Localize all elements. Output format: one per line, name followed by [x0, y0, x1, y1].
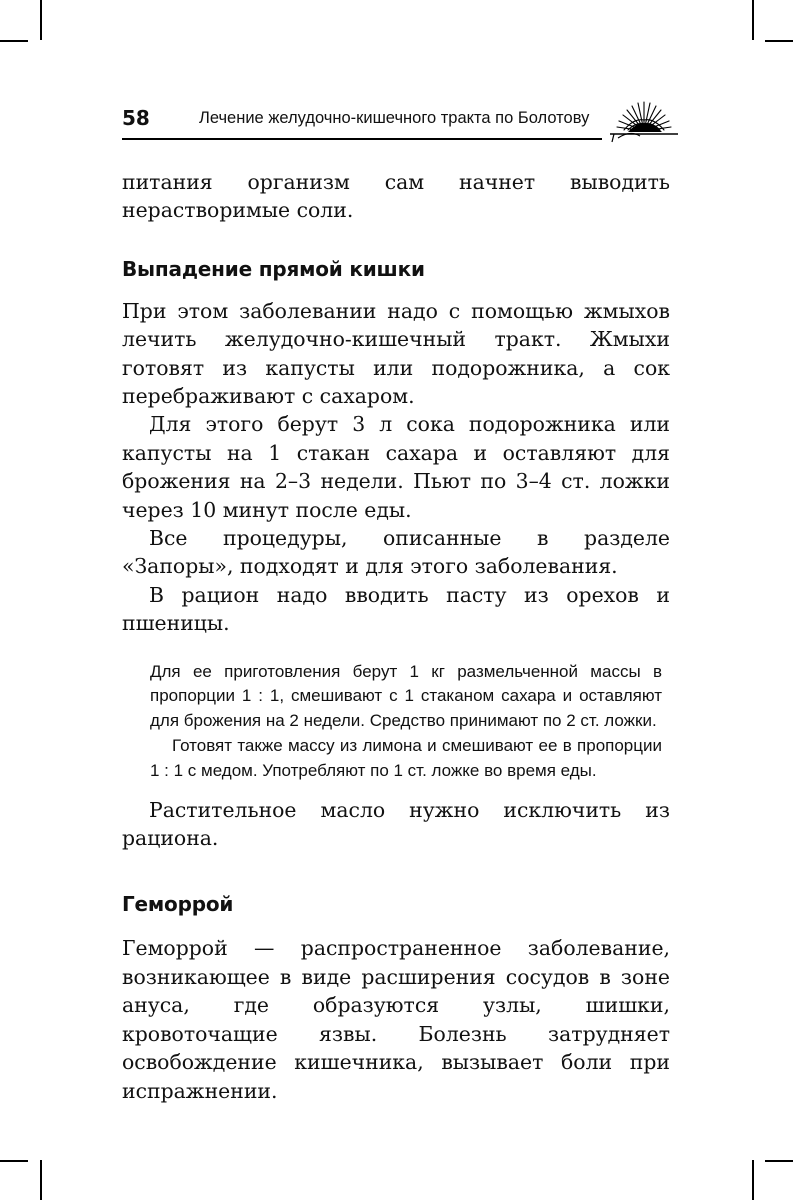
- crop-mark-icon: [765, 40, 793, 42]
- running-title: Лечение желудочно-кишечного тракта по Болотову: [199, 109, 590, 127]
- crop-mark-icon: [752, 1160, 754, 1200]
- crop-mark-icon: [40, 0, 42, 40]
- body-paragraph: Растительное масло нужно исключить из рациона.: [122, 797, 670, 851]
- page-content: [122, 168, 670, 1105]
- body-paragraph: В рацион надо вводить пасту из орехов и пшеницы.: [122, 582, 670, 636]
- section-heading: Выпадение прямой кишки: [122, 256, 425, 281]
- note-paragraph: Для ее приготовления берут 1 кг размельченной массы в пропорции 1 : 1, смешивают с 1 стаканом сахара и оставляют для брожения на 2 недели. Средство принимают по 2 ст. ложки.: [150, 661, 662, 731]
- crop-mark-icon: [40, 1160, 42, 1200]
- body-paragraph: Все процедуры, описанные в разделе «Запоры», подходят и для этого заболевания.: [122, 526, 670, 579]
- recipe-note: [150, 660, 662, 784]
- header-rule: [122, 138, 602, 140]
- crop-mark-icon: [0, 1160, 28, 1162]
- running-header: [122, 104, 682, 144]
- page-number: 58: [122, 106, 150, 130]
- body-paragraph: При этом заболевании надо с помощью жмыхов лечить желудочно-кишечный тракт. Жмыхи готовят из капусты или подорожника, а сок перебраживают с сахаром.: [122, 298, 670, 409]
- body-paragraph: Для этого берут 3 л сока подорожника или капусты на 1 стакан сахара и оставляют для брожения на 2–3 недели. Пьют по 3–4 ст. ложки через 10 минут после еды.: [122, 412, 670, 522]
- body-paragraph: Геморрой — распространенное заболевание, возникающее в виде расширения сосудов в зоне ануса, где образуются узлы, шишки, кровоточащие язвы. Болезнь затрудняет освобождение кишечника, вызывает боли при испражнении.: [122, 936, 670, 1103]
- sunflower-icon: [610, 98, 678, 144]
- crop-mark-icon: [752, 0, 754, 40]
- crop-mark-icon: [0, 40, 28, 42]
- crop-mark-icon: [765, 1160, 793, 1162]
- section-heading: Геморрой: [122, 892, 234, 917]
- intro-paragraph: питания организм сам начнет выводить нерастворимые соли.: [122, 170, 670, 223]
- note-paragraph: Готовят также массу из лимона и смешивают ее в пропорции 1 : 1 с медом. Употребляют по 1 ст. ложке во время еды.: [150, 736, 662, 780]
